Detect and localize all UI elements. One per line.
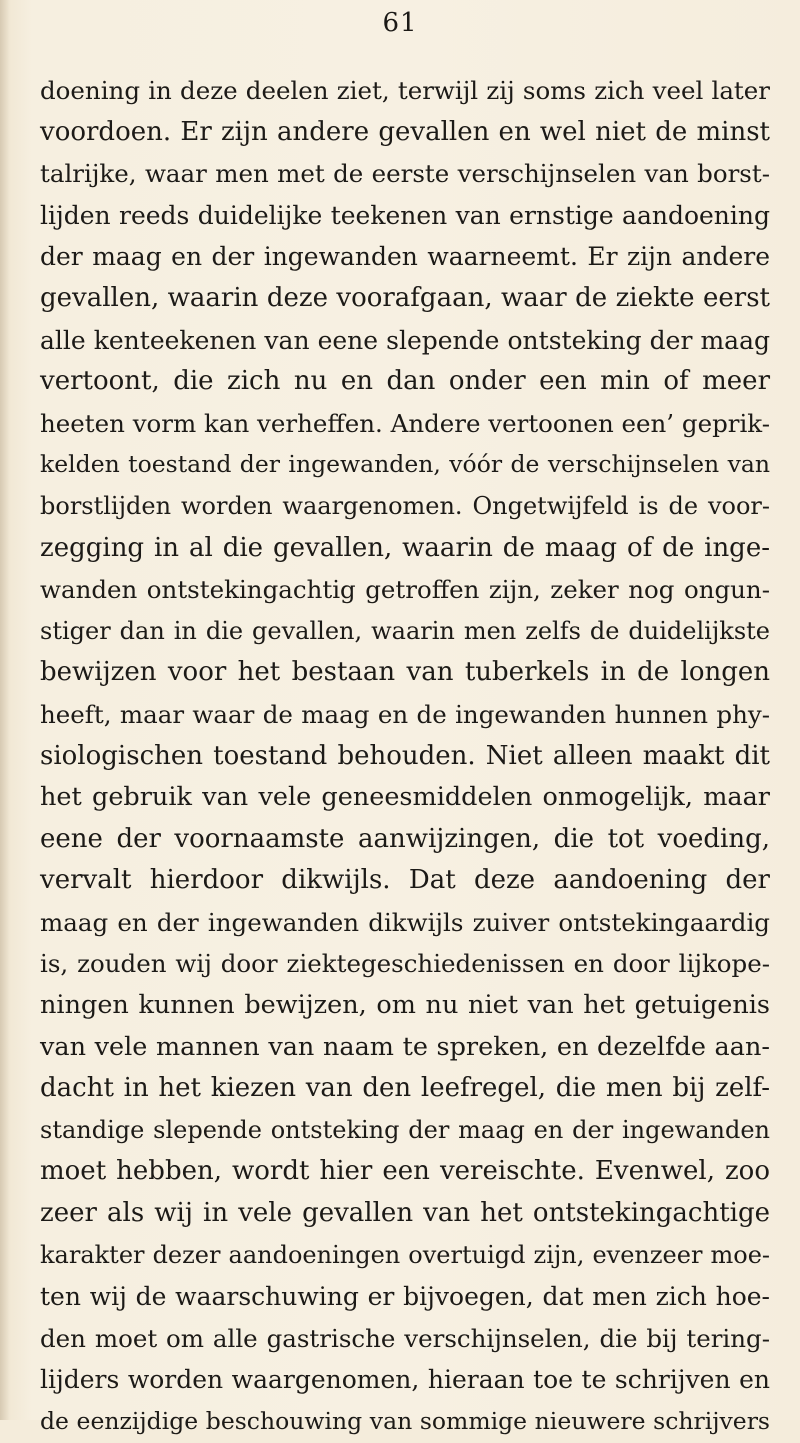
text-line: talrijke, waar men met de eerste verschijnselen van borst-	[40, 159, 770, 189]
text-line: heeft, maar waar de maag en de ingewanden hunnen phy-	[40, 699, 770, 729]
text-line: is, zouden wij door ziektegeschiedenissen en door lijkope-	[40, 949, 770, 979]
text-line: den moet om alle gastrische verschijnselen, die bij tering-	[40, 1323, 770, 1353]
text-line: bewijzen voor het bestaan van tuberkels in de longen	[40, 657, 770, 688]
text-line: moet hebben, wordt hier een vereischte. Evenwel, zoo	[40, 1156, 770, 1187]
text-line: de eenzijdige beschouwing van sommige nieuwere schrijvers	[40, 1407, 770, 1435]
text-line: borstlijden worden waargenomen. Ongetwijfeld is de voor-	[40, 491, 770, 520]
text-line: van vele mannen van naam te spreken, en dezelfde aan-	[40, 1031, 770, 1062]
text-line: zegging in al die gevallen, waarin de maag of de inge-	[40, 532, 770, 563]
text-line: lijden reeds duidelijke teekenen van ernstige aandoening	[40, 200, 770, 230]
text-line: kelden toestand der ingewanden, vóór de verschijnselen van	[40, 450, 770, 479]
text-line: vervalt hierdoor dikwijls. Dat deze aandoening der	[40, 865, 770, 896]
text-line: gevallen, waarin deze voorafgaan, waar de ziekte eerst	[40, 282, 770, 313]
text-line: standige slepende ontsteking der maag en der ingewanden	[40, 1115, 770, 1144]
text-line: ten wij de waarschuwing er bijvoegen, dat men zich hoe-	[40, 1282, 770, 1312]
text-line: dacht in het kiezen van den leefregel, die men bij zelf-	[40, 1073, 770, 1104]
text-line: wanden ontstekingachtig getroffen zijn, zeker nog ongun-	[40, 575, 770, 605]
page-edge-shadow	[0, 0, 10, 1420]
text-line: voordoen. Er zijn andere gevallen en wel niet de minst	[40, 116, 770, 147]
text-line: der maag en der ingewanden waarneemt. Er zijn andere	[40, 242, 770, 272]
text-line: maag en der ingewanden dikwijls zuiver ontstekingaardig	[40, 907, 770, 937]
text-line: siologischen toestand behouden. Niet alleen maakt dit	[40, 740, 770, 771]
text-line: eene der voornaamste aanwijzingen, die tot voeding,	[40, 823, 770, 854]
text-line: lijders worden waargenomen, hieraan toe te schrijven en	[40, 1365, 770, 1395]
text-line: ningen kunnen bewijzen, om nu niet van het getuigenis	[40, 990, 770, 1021]
text-line: doening in deze deelen ziet, terwijl zij soms zich veel later	[40, 76, 770, 105]
text-line: het gebruik van vele geneesmiddelen onmogelijk, maar	[40, 782, 770, 813]
text-line: heeten vorm kan verheffen. Andere vertoonen een’ geprik-	[40, 408, 770, 438]
text-line: vertoont, die zich nu en dan onder een min of meer	[40, 366, 770, 397]
body-text	[40, 70, 770, 1443]
text-line: alle kenteekenen van eene slepende ontsteking der maag	[40, 325, 770, 355]
text-line: stiger dan in die gevallen, waarin men zelfs de duidelijkste	[40, 616, 770, 645]
text-line: karakter dezer aandoeningen overtuigd zijn, evenzeer moe-	[40, 1240, 770, 1269]
text-line: zeer als wij in vele gevallen van het ontstekingachtige	[40, 1198, 770, 1229]
page-number: 61	[382, 8, 418, 38]
